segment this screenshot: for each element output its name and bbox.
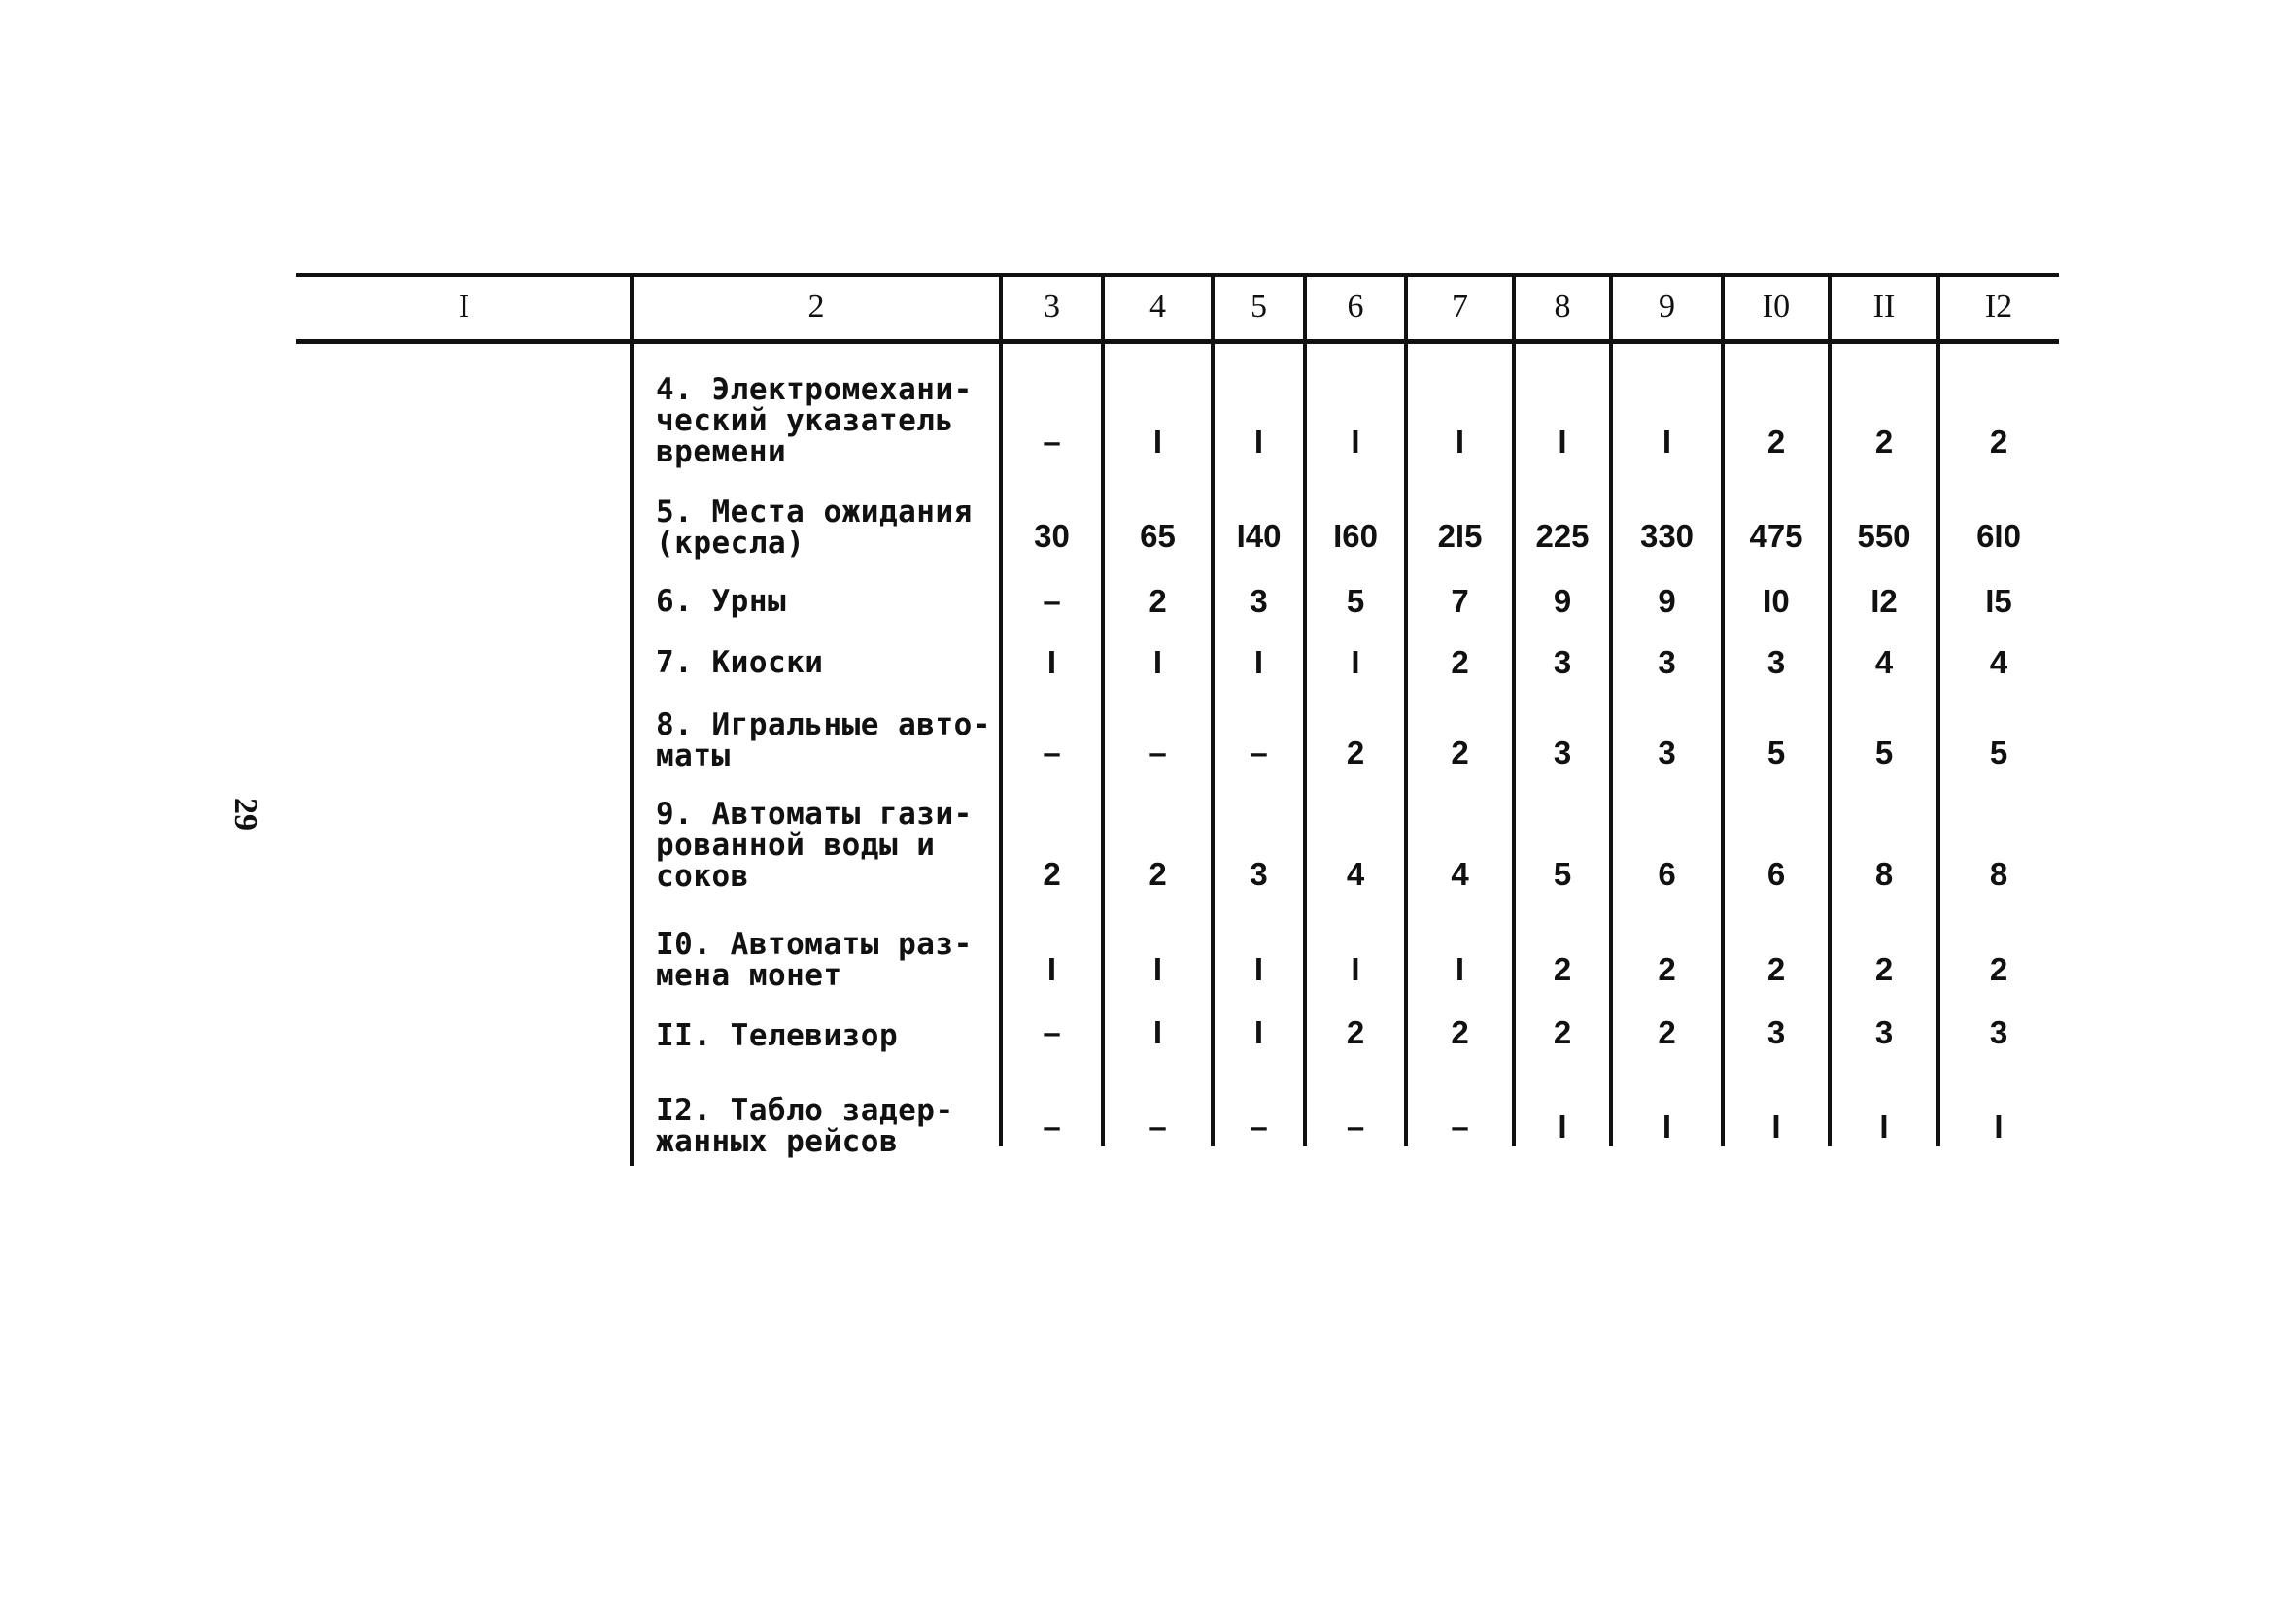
column-header: I2 xyxy=(1984,289,2013,325)
table-cell: I xyxy=(1046,951,1057,987)
table-cell: 2 xyxy=(1658,951,1676,987)
table-header-rule xyxy=(296,339,2059,344)
table-cell: I xyxy=(1152,424,1163,460)
table-cell: – xyxy=(1148,735,1167,770)
table-cell: 5 xyxy=(1874,735,1894,770)
table-cell: 30 xyxy=(1034,518,1070,554)
table-cell: 550 xyxy=(1857,518,1911,554)
table-cell: – xyxy=(1043,424,1061,460)
table-cell: 2 xyxy=(1766,951,1786,987)
table-cell: I xyxy=(1558,1109,1567,1145)
table-cell: 2 xyxy=(1989,424,2008,460)
table-cell: 2 xyxy=(1658,1014,1676,1050)
table-cell: 2 xyxy=(1553,1014,1572,1050)
table-cell: 225 xyxy=(1535,518,1590,554)
table-cell: 6I0 xyxy=(1976,518,2021,554)
row-label: 7. Киоски xyxy=(656,645,824,680)
table-cell: I xyxy=(1152,951,1163,987)
table-cell: 4 xyxy=(1346,856,1365,892)
table-cell: 2 xyxy=(1346,1014,1365,1050)
table-cell: I xyxy=(1558,424,1567,460)
column-divider xyxy=(630,273,634,1166)
table-cell: 7 xyxy=(1451,583,1469,619)
table-cell: 3 xyxy=(1250,856,1268,892)
table-cell: I2 xyxy=(1870,583,1898,619)
table-cell: 2 xyxy=(1451,735,1469,770)
table-cell: – xyxy=(1250,1109,1268,1145)
table-cell: – xyxy=(1346,1109,1365,1145)
table-cell: I40 xyxy=(1236,518,1282,554)
table-cell: I xyxy=(1253,424,1264,460)
table-cell: I xyxy=(1152,1014,1163,1050)
column-header: 4 xyxy=(1149,289,1166,325)
row-label: 8. Игральные авто- маты xyxy=(656,707,991,773)
table-cell: 2 xyxy=(1148,856,1167,892)
table-cell: 4 xyxy=(1451,856,1469,892)
row-label: I2. Табло задер- жанных рейсов xyxy=(656,1093,954,1159)
table-cell: 9 xyxy=(1553,583,1572,619)
table-cell: 9 xyxy=(1658,583,1676,619)
table-cell: I xyxy=(1455,424,1465,460)
row-label: II. Телевизор xyxy=(656,1018,899,1053)
table-cell: 2 xyxy=(1346,735,1365,770)
table-cell: I60 xyxy=(1333,518,1378,554)
table-cell: I xyxy=(1253,1014,1264,1050)
row-label: 6. Урны xyxy=(656,584,787,619)
column-header: 8 xyxy=(1554,289,1571,325)
table-cell: 475 xyxy=(1749,518,1803,554)
table-cell: – xyxy=(1148,1109,1167,1145)
table-cell: 3 xyxy=(1553,735,1572,770)
table-cell: 3 xyxy=(1874,1014,1894,1050)
table-cell: I xyxy=(1662,1109,1672,1145)
column-header: 5 xyxy=(1251,289,1267,325)
table-cell: 3 xyxy=(1766,644,1786,680)
table-cell: I xyxy=(1771,1109,1781,1145)
table-cell: – xyxy=(1043,1109,1061,1145)
table-cell: 5 xyxy=(1346,583,1365,619)
table-cell: I xyxy=(1351,644,1360,680)
table-cell: 3 xyxy=(1553,644,1572,680)
table-top-rule xyxy=(296,273,2059,277)
table-cell: I xyxy=(1152,644,1163,680)
table-cell: 2 xyxy=(1874,424,1894,460)
table-cell: 2 xyxy=(1766,424,1786,460)
table-cell: 4 xyxy=(1874,644,1894,680)
table-cell: I0 xyxy=(1763,583,1790,619)
column-header: 7 xyxy=(1452,289,1468,325)
table-cell: 3 xyxy=(1989,1014,2008,1050)
row-label: 9. Автоматы гази- рованной воды и соков xyxy=(656,797,973,894)
table-cell: 8 xyxy=(1874,856,1894,892)
table-cell: 3 xyxy=(1766,1014,1786,1050)
column-header: 3 xyxy=(1044,289,1060,325)
column-header: I xyxy=(458,289,470,325)
table-cell: I xyxy=(1351,951,1360,987)
table-cell: 5 xyxy=(1989,735,2008,770)
table-cell: 2I5 xyxy=(1437,518,1483,554)
table-cell: 6 xyxy=(1658,856,1676,892)
table-cell: – xyxy=(1043,583,1061,619)
table-cell: 65 xyxy=(1140,518,1176,554)
table-cell: 2 xyxy=(1451,644,1469,680)
page-number: 29 xyxy=(227,798,263,831)
table-cell: 5 xyxy=(1766,735,1786,770)
column-header: I0 xyxy=(1762,289,1791,325)
table-cell: – xyxy=(1451,1109,1469,1145)
table-cell: – xyxy=(1250,735,1268,770)
table-cell: 2 xyxy=(1553,951,1572,987)
table-cell: I xyxy=(1879,1109,1889,1145)
table-cell: 2 xyxy=(1043,856,1061,892)
table-cell: 2 xyxy=(1989,951,2008,987)
table-cell: 5 xyxy=(1553,856,1572,892)
table-cell: 330 xyxy=(1639,518,1695,554)
table-cell: 2 xyxy=(1148,583,1167,619)
table-cell: – xyxy=(1043,1014,1061,1050)
table-cell: 3 xyxy=(1658,735,1676,770)
table-cell: I xyxy=(1455,951,1465,987)
table-cell: 2 xyxy=(1451,1014,1469,1050)
column-header: 9 xyxy=(1659,289,1675,325)
table-cell: – xyxy=(1043,735,1061,770)
column-header: II xyxy=(1872,289,1896,325)
table-cell: 3 xyxy=(1250,583,1268,619)
row-label: 5. Места ожидания (кресла) xyxy=(656,495,973,561)
table-cell: 2 xyxy=(1874,951,1894,987)
table-cell: 3 xyxy=(1658,644,1676,680)
table-cell: I xyxy=(1662,424,1672,460)
table-cell: I xyxy=(1046,644,1057,680)
row-label: I0. Автоматы раз- мена монет xyxy=(656,927,973,993)
table-cell: 8 xyxy=(1989,856,2008,892)
table-cell: I xyxy=(1253,644,1264,680)
table-cell: I xyxy=(1253,951,1264,987)
table-cell: I5 xyxy=(1985,583,2012,619)
table-cell: I xyxy=(1994,1109,2004,1145)
table-cell: 4 xyxy=(1989,644,2008,680)
table-cell: 6 xyxy=(1766,856,1786,892)
row-label: 4. Электромехани- ческий указатель времени xyxy=(656,372,973,469)
column-header: 6 xyxy=(1347,289,1364,325)
table-cell: I xyxy=(1351,424,1360,460)
column-header: 2 xyxy=(807,289,825,325)
